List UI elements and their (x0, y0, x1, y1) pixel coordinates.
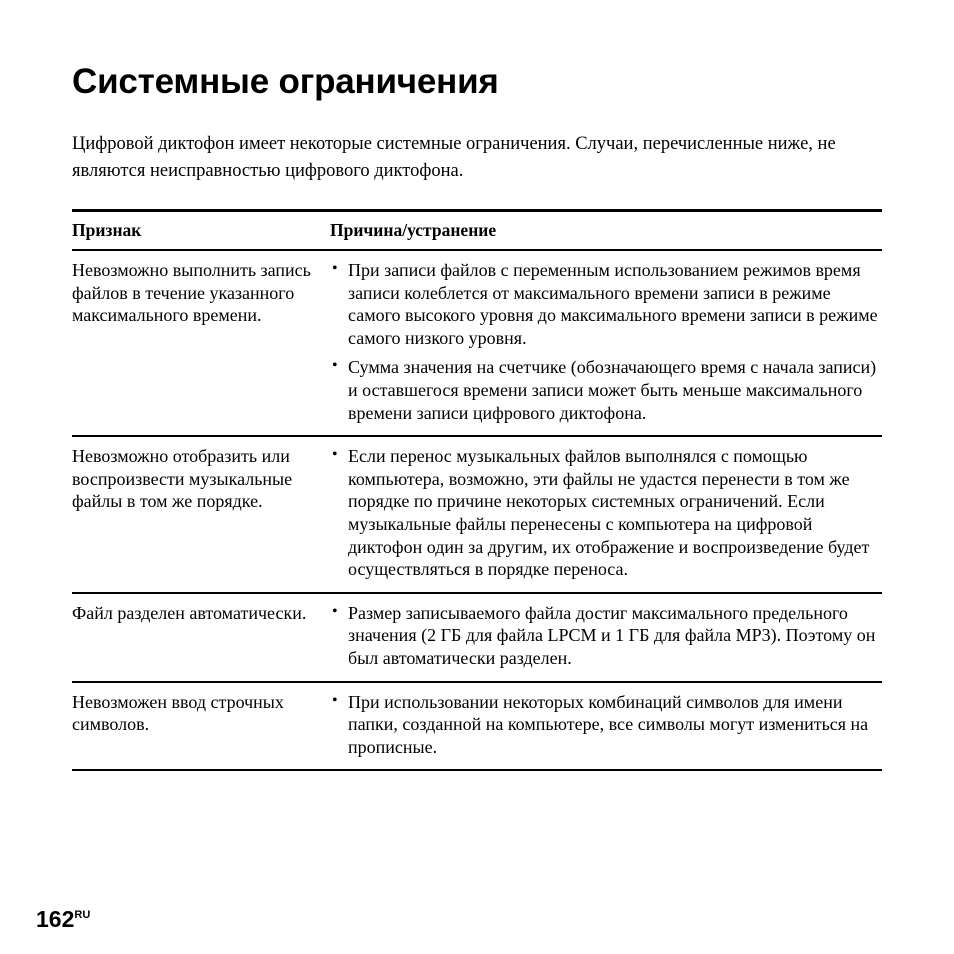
cause-cell (330, 682, 882, 771)
column-header-cause: Причина/устранение (330, 211, 882, 251)
cause-cell (330, 593, 882, 682)
system-limitations-table (72, 209, 882, 771)
page-content (72, 0, 882, 771)
cause-bullet-item: • Сумма значения на счетчике (обозначающего время с начала записи) и оставшегося времени записи может быть меньше максимального времени записи цифрового диктофона. (330, 356, 882, 424)
page-footer (36, 902, 90, 932)
cause-bullet-list (330, 691, 882, 759)
page-language-code: RU (74, 909, 91, 921)
symptom-cell (72, 682, 330, 771)
cause-bullet-item: • Размер записываемого файла достиг максимального предельного значения (2 ГБ для файла LPCM и 1 ГБ для файла MP3). Поэтому он был автоматически разделен. (330, 602, 882, 670)
table-row (72, 436, 882, 593)
cause-bullet-list (330, 259, 882, 424)
table-row (72, 250, 882, 436)
page-number: 162 (36, 906, 75, 932)
cause-bullet-list (330, 602, 882, 670)
table-row (72, 682, 882, 771)
page-title: Системные ограничения (72, 62, 499, 101)
symptom-cell (72, 593, 330, 682)
cause-bullet-item: • При использовании некоторых комбинаций символов для имени папки, созданной на компьютере, все символы могут измениться на прописные. (330, 691, 882, 759)
symptom-cell (72, 436, 330, 593)
cause-bullet-item: • Если перенос музыкальных файлов выполнялся с помощью компьютера, возможно, эти файлы не удастся перенести в том же порядке по причине некоторых системных ограничений. Если музыкальные файлы перенесены с компьютера на цифровой диктофон один за другим, их отображение и воспроизведение будет осуществляться в порядке переноса. (330, 445, 882, 581)
symptom-cell (72, 250, 330, 436)
intro-paragraph: Цифровой диктофон имеет некоторые системные ограничения. Случаи, перечисленные ниже, не являются неисправностью цифрового диктофона. (72, 134, 836, 181)
symptom-text: Невозможно выполнить запись файлов в течение указанного максимального времени. (72, 260, 311, 326)
table-header (72, 211, 882, 251)
symptom-text: Невозможно отобразить или воспроизвести музыкальные файлы в том же порядке. (72, 446, 293, 512)
cause-cell (330, 436, 882, 593)
cause-cell (330, 250, 882, 436)
table-row (72, 593, 882, 682)
cause-bullet-item: • При записи файлов с переменным использованием режимов время записи колеблется от максимального времени записи в режиме самого высокого уровня до максимального времени записи в режиме самого низкого уровня. (330, 259, 882, 349)
cause-bullet-list (330, 445, 882, 581)
symptom-text: Невозможен ввод строчных символов. (72, 691, 284, 735)
symptom-text: Файл разделен автоматически. (72, 602, 307, 623)
column-header-symptom: Признак (72, 211, 330, 251)
table-body (72, 250, 882, 770)
table-header-row (72, 211, 882, 251)
